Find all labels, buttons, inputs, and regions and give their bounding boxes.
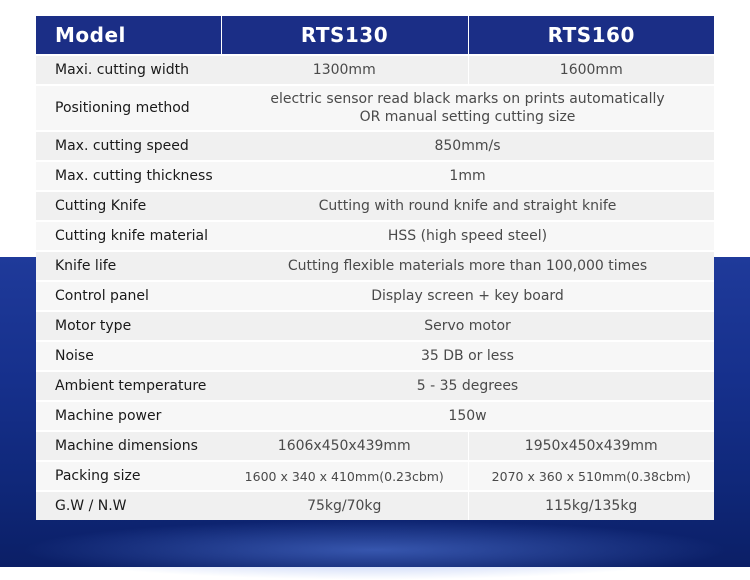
table-row: [36, 341, 714, 371]
row-value-rts160: 1950x450x439mm: [468, 431, 714, 461]
table-row: [36, 461, 714, 491]
spec-table: [36, 16, 714, 520]
table-row: [36, 191, 714, 221]
row-label: Maxi. cutting width: [36, 55, 221, 85]
table-row: [36, 55, 714, 85]
row-value-rts130: 1600 x 340 x 410mm(0.23cbm): [221, 461, 468, 491]
row-label: Machine power: [36, 401, 221, 431]
header-model-label: Model: [36, 16, 221, 55]
row-value-shared: Display screen + key board: [221, 281, 714, 311]
row-value-shared: Cutting with round knife and straight knife: [221, 191, 714, 221]
row-label: G.W / N.W: [36, 491, 221, 520]
row-label: Ambient temperature: [36, 371, 221, 401]
table-row: [36, 491, 714, 520]
row-label: Packing size: [36, 461, 221, 491]
row-value-shared: 150w: [221, 401, 714, 431]
row-label: Machine dimensions: [36, 431, 221, 461]
row-label: Knife life: [36, 251, 221, 281]
row-value-line: electric sensor read black marks on prints automatically: [270, 91, 665, 107]
table-row: [36, 161, 714, 191]
row-label: Noise: [36, 341, 221, 371]
table-row: [36, 251, 714, 281]
row-label: Motor type: [36, 311, 221, 341]
row-label: Cutting Knife: [36, 191, 221, 221]
background-glow: [20, 520, 730, 580]
table-row: [36, 281, 714, 311]
table-header-row: [36, 16, 714, 55]
row-value-rts130: 1606x450x439mm: [221, 431, 468, 461]
table-row: [36, 85, 714, 131]
row-value-shared: Cutting flexible materials more than 100,000 times: [221, 251, 714, 281]
row-label: Positioning method: [36, 85, 221, 131]
row-label: Cutting knife material: [36, 221, 221, 251]
header-model-rts130: RTS130: [221, 16, 468, 55]
row-label: Max. cutting thickness: [36, 161, 221, 191]
table-row: [36, 131, 714, 161]
row-value-rts160: 1600mm: [468, 55, 714, 85]
table-row: [36, 431, 714, 461]
row-value-rts160: 115kg/135kg: [468, 491, 714, 520]
table-row: [36, 401, 714, 431]
row-label: Control panel: [36, 281, 221, 311]
row-value-rts130: 75kg/70kg: [221, 491, 468, 520]
row-value-shared: 35 DB or less: [221, 341, 714, 371]
row-value-rts160: 2070 x 360 x 510mm(0.38cbm): [468, 461, 714, 491]
table-row: [36, 371, 714, 401]
row-value-shared: HSS (high speed steel): [221, 221, 714, 251]
row-value-shared: 5 - 35 degrees: [221, 371, 714, 401]
row-value-shared: Servo motor: [221, 311, 714, 341]
row-value-rts130: 1300mm: [221, 55, 468, 85]
row-value-shared: 1mm: [221, 161, 714, 191]
row-value-line: OR manual setting cutting size: [359, 109, 576, 125]
table-row: [36, 311, 714, 341]
row-label: Max. cutting speed: [36, 131, 221, 161]
row-value-shared: [221, 85, 714, 131]
table-row: [36, 221, 714, 251]
header-model-rts160: RTS160: [468, 16, 714, 55]
row-value-shared: 850mm/s: [221, 131, 714, 161]
